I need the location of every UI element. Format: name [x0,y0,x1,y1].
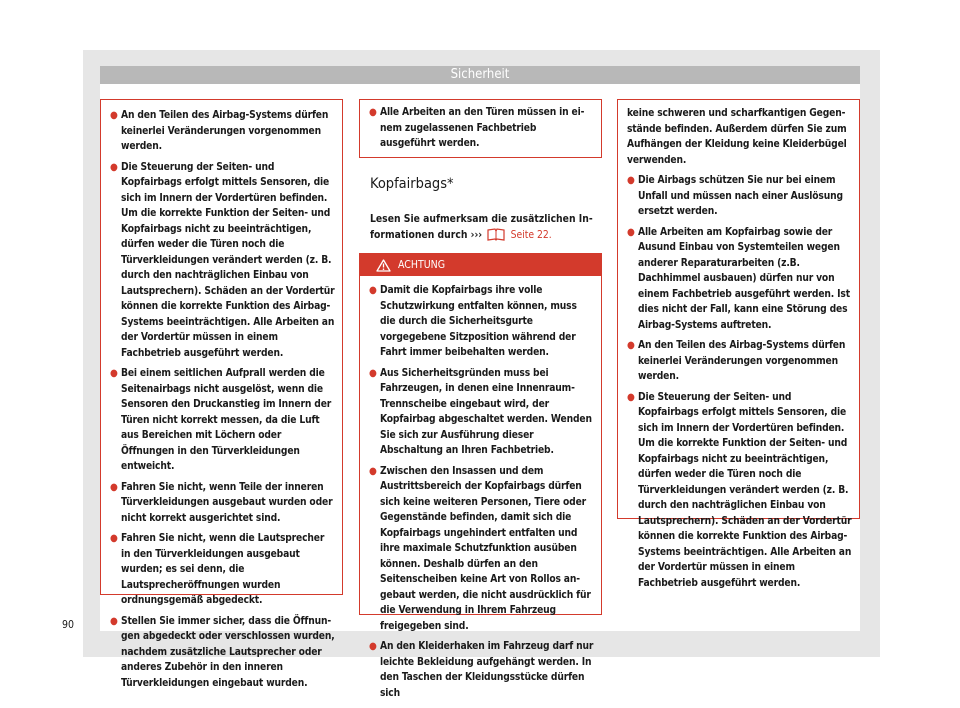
list-item [110,108,335,155]
achtung-warning-box [359,253,602,699]
bullet-icon: ● [369,641,377,652]
list-item [627,390,852,592]
warning-box-col2-top [359,99,602,158]
col1-list [110,108,335,691]
bullet-icon: ● [110,615,118,627]
list-item [627,173,852,220]
bullet-icon: ● [369,285,377,296]
bullet-icon: ● [627,340,635,351]
warning-box-col1 [100,99,343,689]
list-item [110,366,335,475]
list-item [627,225,852,334]
page-reference-link[interactable]: Seite 22. [510,228,552,241]
list-item-text: Die Airbags schützen Sie nur bei einem Unfall und müssen nach einer Auslösung ersetzt werden. [638,175,843,217]
list-item-text: Fahren Sie nicht, wenn die Lautsprecher in den Türverkleidungen ausgebaut wurden; es sei denn, die Lautsprecheröffnungen wurden ordnungsgemäß abgedeckt. [121,533,325,606]
list-item [369,283,594,361]
list-item-text: Damit die Kopfairbags ihre volle Schutzwirkung entfalten können, muss die durch die Sicherheitsgurte vorgegebene Sitzposition während der Fahrt immer beibehalten werden. [380,285,577,358]
col2-top-list [369,105,594,152]
bullet-icon: ● [627,226,635,238]
bullet-icon: ● [627,391,635,403]
bullet-icon: ● [369,465,377,477]
bullet-icon: ● [110,368,118,379]
bullet-icon: ● [369,367,377,379]
warning-box-col3 [617,99,860,589]
book-reference-icon [487,228,505,247]
warning-triangle-icon [376,258,391,280]
bullet-icon: ● [110,481,118,493]
list-item-text: An den Teilen des Airbag-Systems dürfen keinerlei Veränderungen vorgenommen werden. [638,340,846,382]
page-header: Sicherheit [100,66,860,84]
list-item [369,105,594,152]
bullet-icon: ● [110,110,118,121]
section-intro [370,212,595,246]
list-item [110,614,335,692]
list-item-text: Die Steuerung der Seiten- und Kopfairbags erfolgt mittels Sensoren, die sich im Innern der Vordertüren befinden. Um die korrekte Funktion der Seiten- und Kopfairbags nicht zu beeinträchtigen, dürfen weder die Türen noch die Türverkleidungen verändert werden (z. B. durch den nachträglichen Einbau von Lautsprechern). Schäden an der Vordertür können die korrekte Funktion des Airbag-Systems beeinträchtigen. Alle Arbeiten an der Vordertür müssen in einem Fachbetrieb ausgeführt werden. [638,391,852,589]
list-item-text: Fahren Sie nicht, wenn Teile der inneren Türverkleidungen ausgebaut wurden oder nicht korrekt ausgerichtet sind. [121,481,333,524]
list-item-text: Stellen Sie immer sicher, dass die Öffnungen abgedeckt oder verschlossen wurden, nachdem zusätzliche Lautsprecher oder anderes Zubehör in den inneren Türverkleidungen eingebaut wurden. [121,615,335,689]
continuation-text: keine schweren und scharfkantigen Gegenstände befinden. Außerdem dürfen Sie zum Aufhängen der Kleidung keine Kleiderbügel verwenden. [627,108,847,166]
list-item [369,464,594,635]
list-item [110,160,335,362]
list-item-text: Alle Arbeiten am Kopfairbag sowie der Ausund Einbau von Systemteilen wegen anderer Reparaturarbeiten (z.B. Dachhimmel ausbauen) dürfen nur von einem Fachbetrieb ausgeführt werden. Ist dies nicht der Fall, kann eine Störung des Airbag-Systems auftreten. [638,226,850,331]
intro-arrow: ››› [470,228,483,241]
list-item-text: Die Steuerung der Seiten- und Kopfairbags erfolgt mittels Sensoren, die sich im Innern der Vordertüren befinden. Um die korrekte Funktion der Seiten- und Kopfairbags nicht zu beeinträchtigen, dürfen weder die Türen noch die Türverkleidungen verändert werden (z. B. durch den nachträglichen Einbau von Lautsprechern). Schäden an der Vordertür können die korrekte Funktion des Airbag-Systems beeinträchtigen. Alle Arbeiten an der Vordertür müssen in einem Fachbetrieb ausgeführt werden. [121,161,335,359]
bullet-icon: ● [369,107,377,118]
warning-header [360,254,601,276]
list-item [369,366,594,459]
list-item-text: An den Kleiderhaken im Fahrzeug darf nur leichte Bekleidung aufgehängt werden. In den Taschen der Kleidungsstücke dürfen sich [380,641,594,699]
page-number: 90 [62,619,75,631]
col3-list [627,173,852,591]
bullet-icon: ● [627,175,635,186]
bullet-icon: ● [110,161,118,173]
list-item-text: Aus Sicherheitsgründen muss bei Fahrzeugen, in denen eine Innenraum-Trennscheibe eingebaut wird, der Kopfairbag abgeschaltet werden. Wenden Sie sich zur Ausführung dieser Abschaltung an Ihren Fachbetrieb. [380,367,592,456]
intro-text: Lesen Sie aufmerksam die zusätzlichen Informationen durch [370,213,593,241]
list-item-text: Alle Arbeiten an den Türen müssen in einem zugelassenen Fachbetrieb ausgeführt werden. [380,107,585,149]
list-item [110,480,335,527]
list-item-text: Bei einem seitlichen Aufprall werden die Seitenairbags nicht ausgelöst, wenn die Sensoren den Druckanstieg im Innern der Türen nicht korrekt messen, da die Luft aus Bereichen mit Löchern oder Öffnungen in den Türverkleidungen entweicht. [121,368,332,472]
warning-label: ACHTUNG [398,259,446,271]
section-title: Kopfairbags* [370,176,454,192]
list-item [627,338,852,385]
warning-list [369,283,594,701]
list-item [369,639,594,701]
list-item-text: An den Teilen des Airbag-Systems dürfen keinerlei Veränderungen vorgenommen werden. [121,110,329,152]
bullet-icon: ● [110,533,118,544]
list-item-text: Zwischen den Insassen und dem Austrittsbereich der Kopfairbags dürfen sich keine weiteren Personen, Tiere oder Gegenstände befinden, damit sich die Kopfairbags ungehindert entfalten und ihre maximale Schutzfunktion ausüben können. Deshalb dürfen an den Seitenscheiben keine Art von Rollos angebaut werden, die nicht ausdrücklich für die Verwendung in Ihrem Fahrzeug freigegeben sind. [380,465,591,632]
list-item [110,531,335,609]
